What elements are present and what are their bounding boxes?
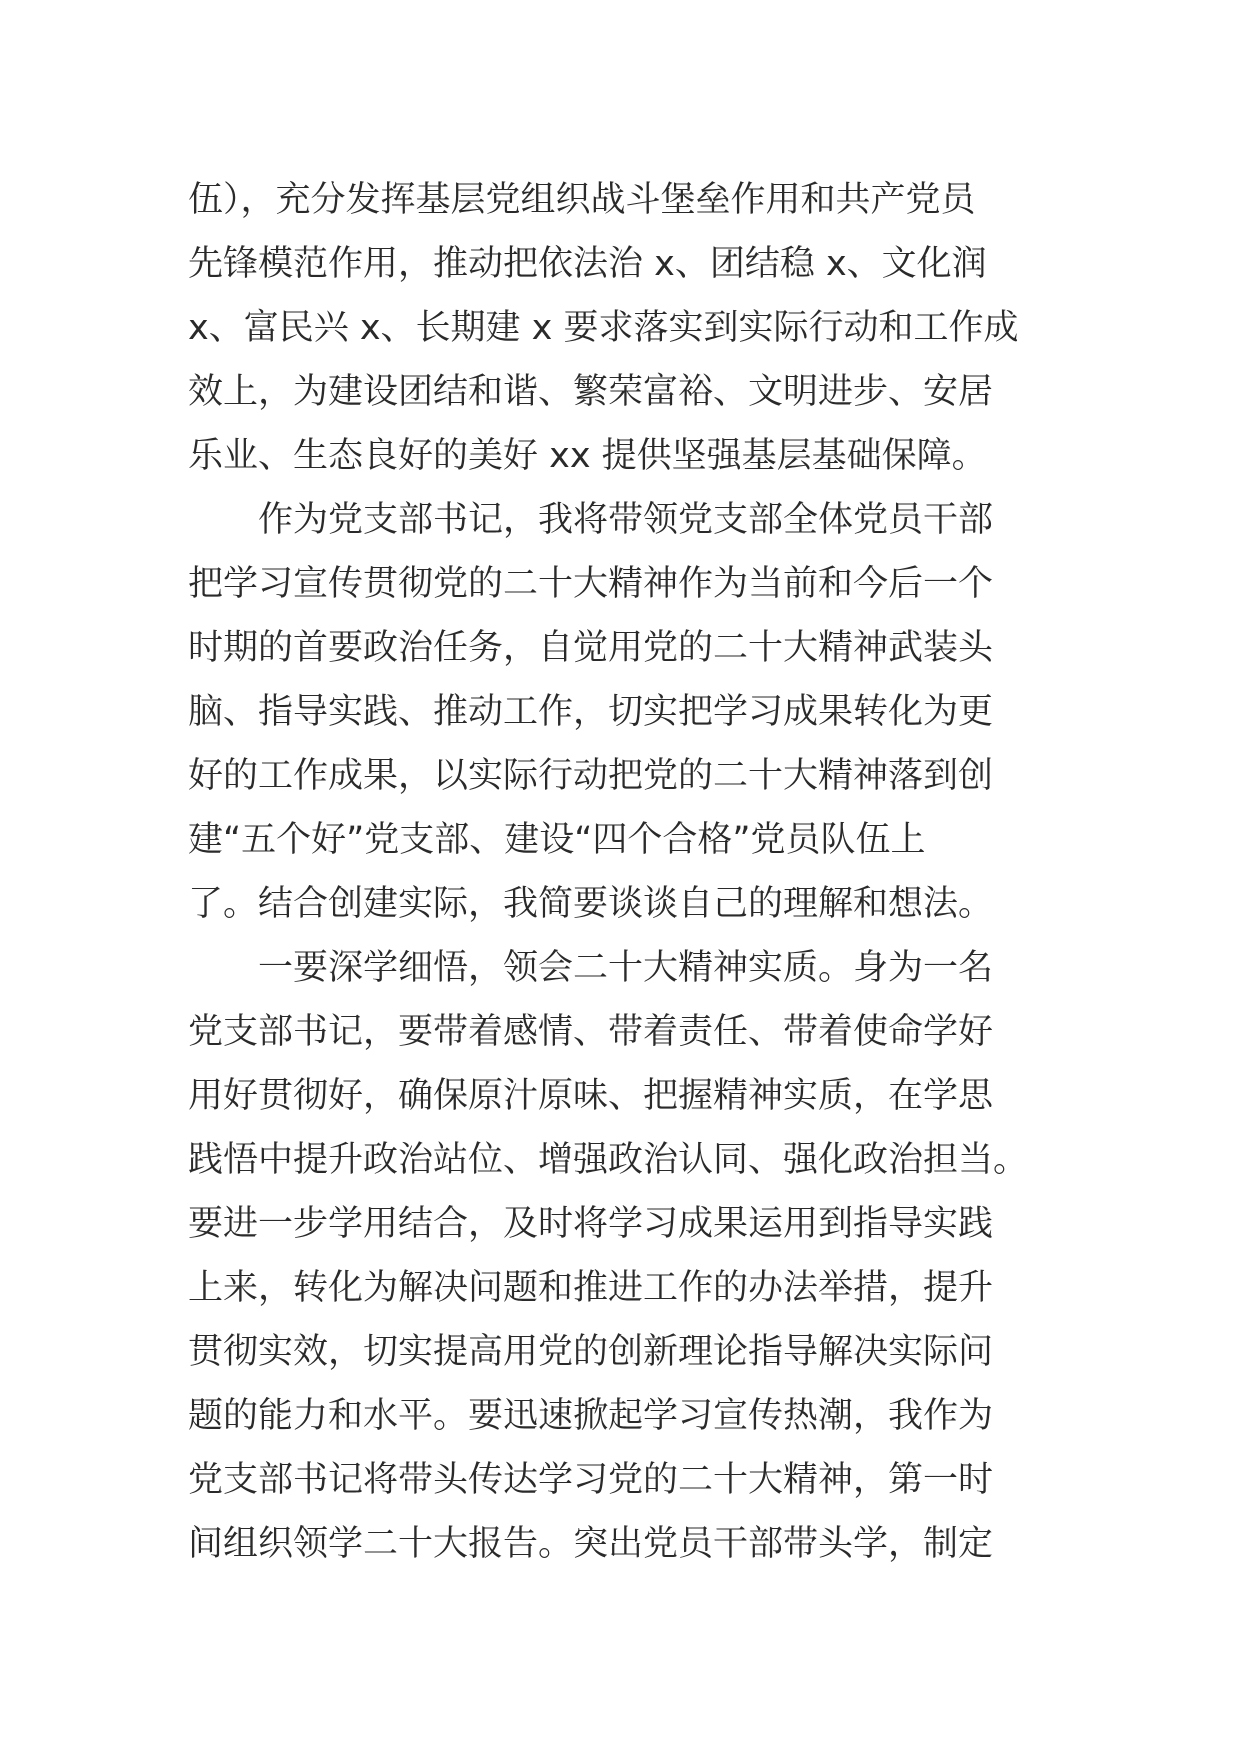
text-line: 时期的首要政治任务，自觉用党的二十大精神武装头 (188, 628, 994, 668)
text-line: 间组织领学二十大报告。突出党员干部带头学，制定 (188, 1524, 994, 1564)
text-line: 了。结合创建实际，我简要谈谈自己的理解和想法。 (188, 884, 994, 924)
text-line: 题的能力和水平。要迅速掀起学习宣传热潮，我作为 (188, 1396, 994, 1436)
text-line: 贯彻实效，切实提高用党的创新理论指导解决实际问 (188, 1332, 994, 1372)
text-line: 一要深学细悟，领会二十大精神实质。身为一名 (258, 948, 994, 988)
text-line: 作为党支部书记，我将带领党支部全体党员干部 (258, 500, 994, 540)
text-line: 脑、指导实践、推动工作，切实把学习成果转化为更 (188, 692, 994, 732)
text-line: 用好贯彻好，确保原汁原味、把握精神实质，在学思 (188, 1076, 994, 1116)
text-line: 要进一步学用结合，及时将学习成果运用到指导实践 (188, 1204, 994, 1244)
text-line: 效上，为建设团结和谐、繁荣富裕、文明进步、安居 (188, 372, 994, 412)
text-line: 建“五个好”党支部、建设“四个合格”党员队伍上 (188, 820, 926, 860)
text-line: 好的工作成果，以实际行动把党的二十大精神落到创 (188, 756, 994, 796)
text-line: 践悟中提升政治站位、增强政治认同、强化政治担当。 (188, 1140, 1029, 1180)
text-line: 把学习宣传贯彻党的二十大精神作为当前和今后一个 (188, 564, 994, 604)
text-line: 党支部书记将带头传达学习党的二十大精神，第一时 (188, 1460, 994, 1500)
text-line: 上来，转化为解决问题和推进工作的办法举措，提升 (188, 1268, 994, 1308)
text-line: 先锋模范作用，推动把依法治 x、团结稳 x、文化润 (188, 244, 987, 284)
body-text (188, 168, 1068, 1576)
text-line: 乐业、生态良好的美好 xx 提供坚强基层基础保障。 (188, 436, 987, 476)
text-line: 伍），充分发挥基层党组织战斗堡垒作用和共产党员 (188, 180, 976, 220)
text-line: x、富民兴 x、长期建 x 要求落实到实际行动和工作成 (188, 308, 1019, 348)
text-line: 党支部书记，要带着感情、带着责任、带着使命学好 (188, 1012, 994, 1052)
